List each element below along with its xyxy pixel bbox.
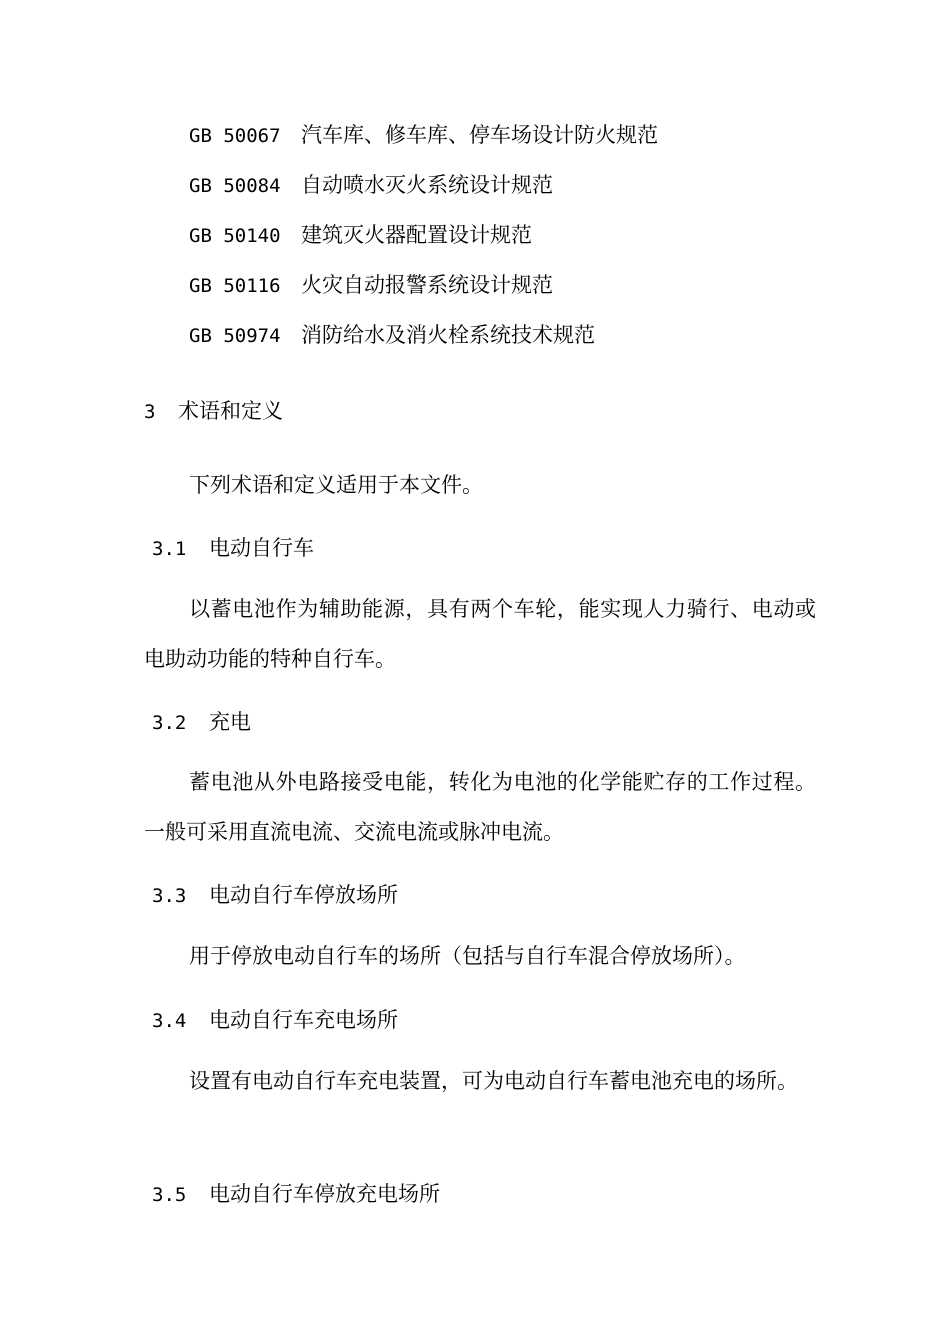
- reference-item: [189, 322, 595, 349]
- term-title: 电动自行车停放充电场所: [209, 1182, 440, 1206]
- section-heading: [144, 398, 283, 425]
- section-title: 术语和定义: [178, 399, 283, 423]
- reference-code: GB 50116: [189, 275, 281, 297]
- term-number: 3.1: [152, 538, 187, 560]
- term-heading: [152, 709, 251, 736]
- term-title: 电动自行车充电场所: [209, 1008, 398, 1032]
- term-heading: [152, 882, 398, 909]
- reference-title: 自动喷水灭火系统设计规范: [301, 173, 553, 197]
- reference-code: GB 50067: [189, 125, 281, 147]
- reference-item: [189, 122, 658, 149]
- term-heading: [152, 1007, 398, 1034]
- term-definition: 设置有电动自行车充电装置，可为电动自行车蓄电池充电的场所。: [189, 1069, 798, 1093]
- reference-title: 汽车库、修车库、停车场设计防火规范: [301, 123, 658, 147]
- term-definition: 用于停放电动自行车的场所（包括与自行车混合停放场所）。: [189, 944, 746, 968]
- reference-code: GB 50084: [189, 175, 281, 197]
- term-number: 3.4: [152, 1010, 187, 1032]
- term-heading: [152, 1181, 440, 1208]
- term-number: 3.2: [152, 712, 187, 734]
- term-title: 电动自行车停放场所: [209, 883, 398, 907]
- reference-item: [189, 222, 532, 249]
- section-intro: 下列术语和定义适用于本文件。: [189, 473, 483, 497]
- term-number: 3.5: [152, 1184, 187, 1206]
- reference-title: 建筑灭火器配置设计规范: [301, 223, 532, 247]
- reference-code: GB 50140: [189, 225, 281, 247]
- term-definition: 蓄电池从外电路接受电能，转化为电池的化学能贮存的工作过程。一般可采用直流电流、交流电流或脉冲电流。: [144, 770, 816, 844]
- term-title: 电动自行车: [209, 536, 314, 560]
- reference-title: 消防给水及消火栓系统技术规范: [301, 323, 595, 347]
- term-definition: 以蓄电池作为辅助能源，具有两个车轮，能实现人力骑行、电动或电助动功能的特种自行车。: [144, 597, 816, 671]
- term-title: 充电: [209, 710, 251, 734]
- term-number: 3.3: [152, 885, 187, 907]
- reference-item: [189, 272, 553, 299]
- reference-item: [189, 172, 553, 199]
- term-heading: [152, 535, 314, 562]
- reference-code: GB 50974: [189, 325, 281, 347]
- reference-title: 火灾自动报警系统设计规范: [301, 273, 553, 297]
- section-number: 3: [144, 401, 156, 423]
